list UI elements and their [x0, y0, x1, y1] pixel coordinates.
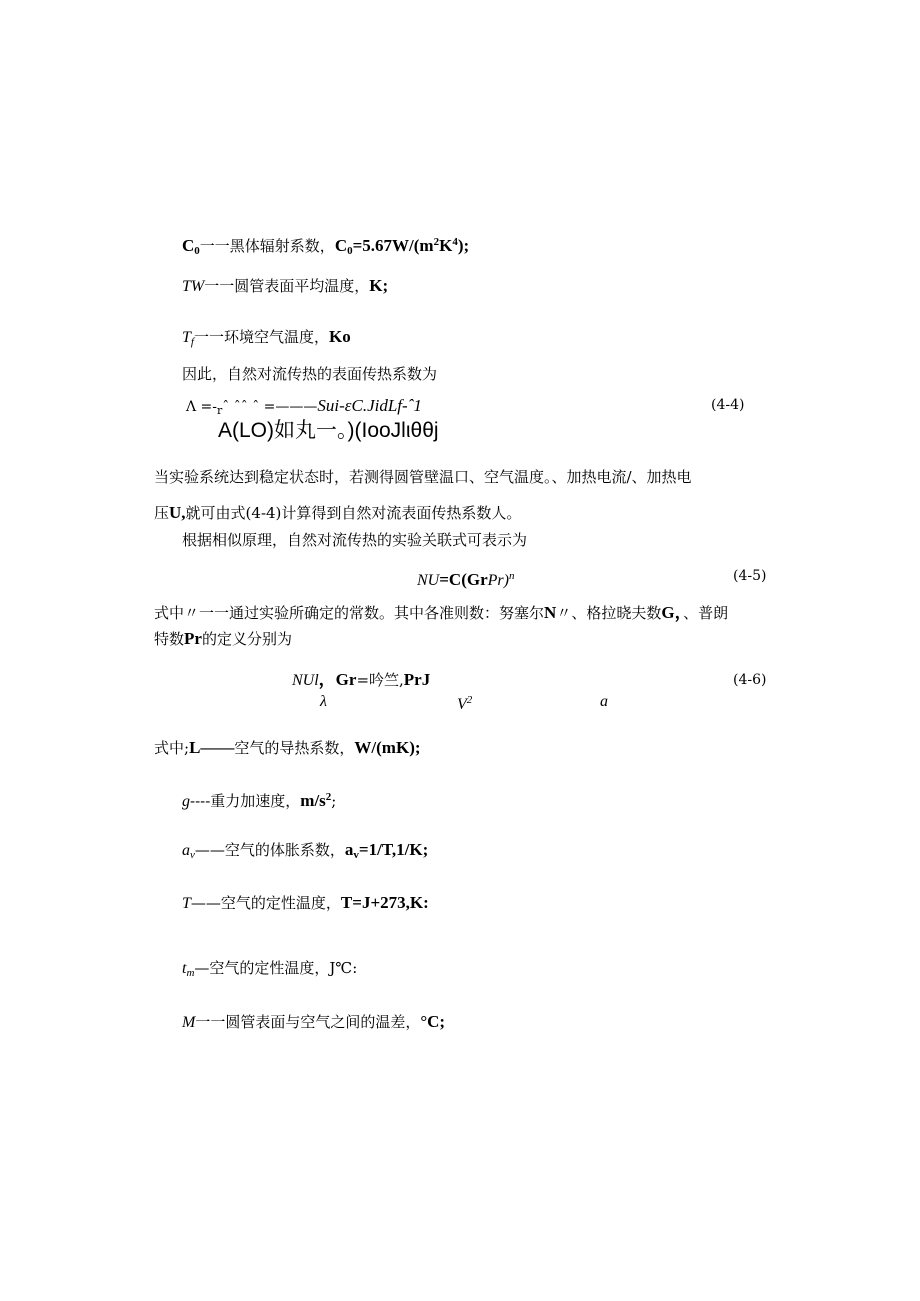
equation-4-6-den-v: $V^2$ — [457, 694, 473, 713]
def-t: T——空气的定性温度，T=J+273,K: — [182, 893, 429, 912]
def-g: g----重力加速度，$m/s^2$; — [182, 791, 337, 810]
equation-number-4-4: (4-4) — [711, 397, 745, 413]
paragraph-criteria-2: 特数Pr的定义分别为 — [154, 629, 292, 648]
def-tw: TW一一圆管表面平均温度，K; — [182, 276, 389, 295]
symbol-c0: $C_0$ — [182, 236, 200, 257]
paragraph-criteria-1: 式中〃一一通过实验所确定的常数。其中各准则数：努塞尔N〃、格拉晓夫数G，、普朗 — [154, 603, 729, 622]
equation-4-4-line2: A(LO)如丸一。)(IooJlιθθj — [218, 419, 439, 442]
paragraph-similarity: 根据相似原理，自然对流传热的实验关联式可表示为 — [182, 531, 528, 549]
equation-4-5: NU=C(GrPr)$^n$ — [417, 570, 515, 589]
def-tm: $t_m—$空气的定性温度，J℃: — [182, 959, 358, 979]
def-tf: $T_f$一一环境空气温度，Ko — [182, 327, 351, 348]
equation-4-6: NUl，Gr=吟竺,PrJ — [292, 670, 431, 689]
def-delta-t: M一一圆管表面与空气之间的温差，°C; — [182, 1012, 446, 1031]
equation-4-6-den-a: a — [600, 693, 608, 710]
paragraph-measurement-1: 当实验系统达到稳定状态时，若测得圆管壁温口、空气温度。、加热电流/、加热电 — [154, 468, 692, 486]
value-c0: $C_0=5.67W/(m^2K^4)$; — [334, 236, 470, 257]
paragraph-intro: 因此，自然对流传热的表面传热系数为 — [182, 365, 438, 383]
paragraph-measurement-2: 压U,就可由式(4-4)计算得到自然对流表面传热系数人。 — [154, 503, 522, 522]
equation-number-4-6: (4-6) — [733, 672, 767, 688]
def-c0: $C_0$一一黑体辐射系数，$C_0=5.67W/(m^2K^4)$; — [182, 236, 470, 257]
symbol-tw: TW — [182, 278, 205, 295]
symbol-tf: $T_f$ — [182, 329, 194, 348]
equation-4-4-line1: $\Lambda =-_rˆ$ ˆˆ ˆ =———Sui-εC.JidLf-ˆ1 — [186, 396, 422, 417]
equation-4-6-den-lambda: λ — [320, 693, 327, 710]
equation-number-4-5: (4-5) — [733, 568, 767, 584]
def-lambda: 式中;L——空气的导热系数，W/(mK); — [154, 738, 421, 757]
def-av: $a_v——$空气的体胀系数，$a_v=1/T,1/K$; — [182, 840, 429, 861]
